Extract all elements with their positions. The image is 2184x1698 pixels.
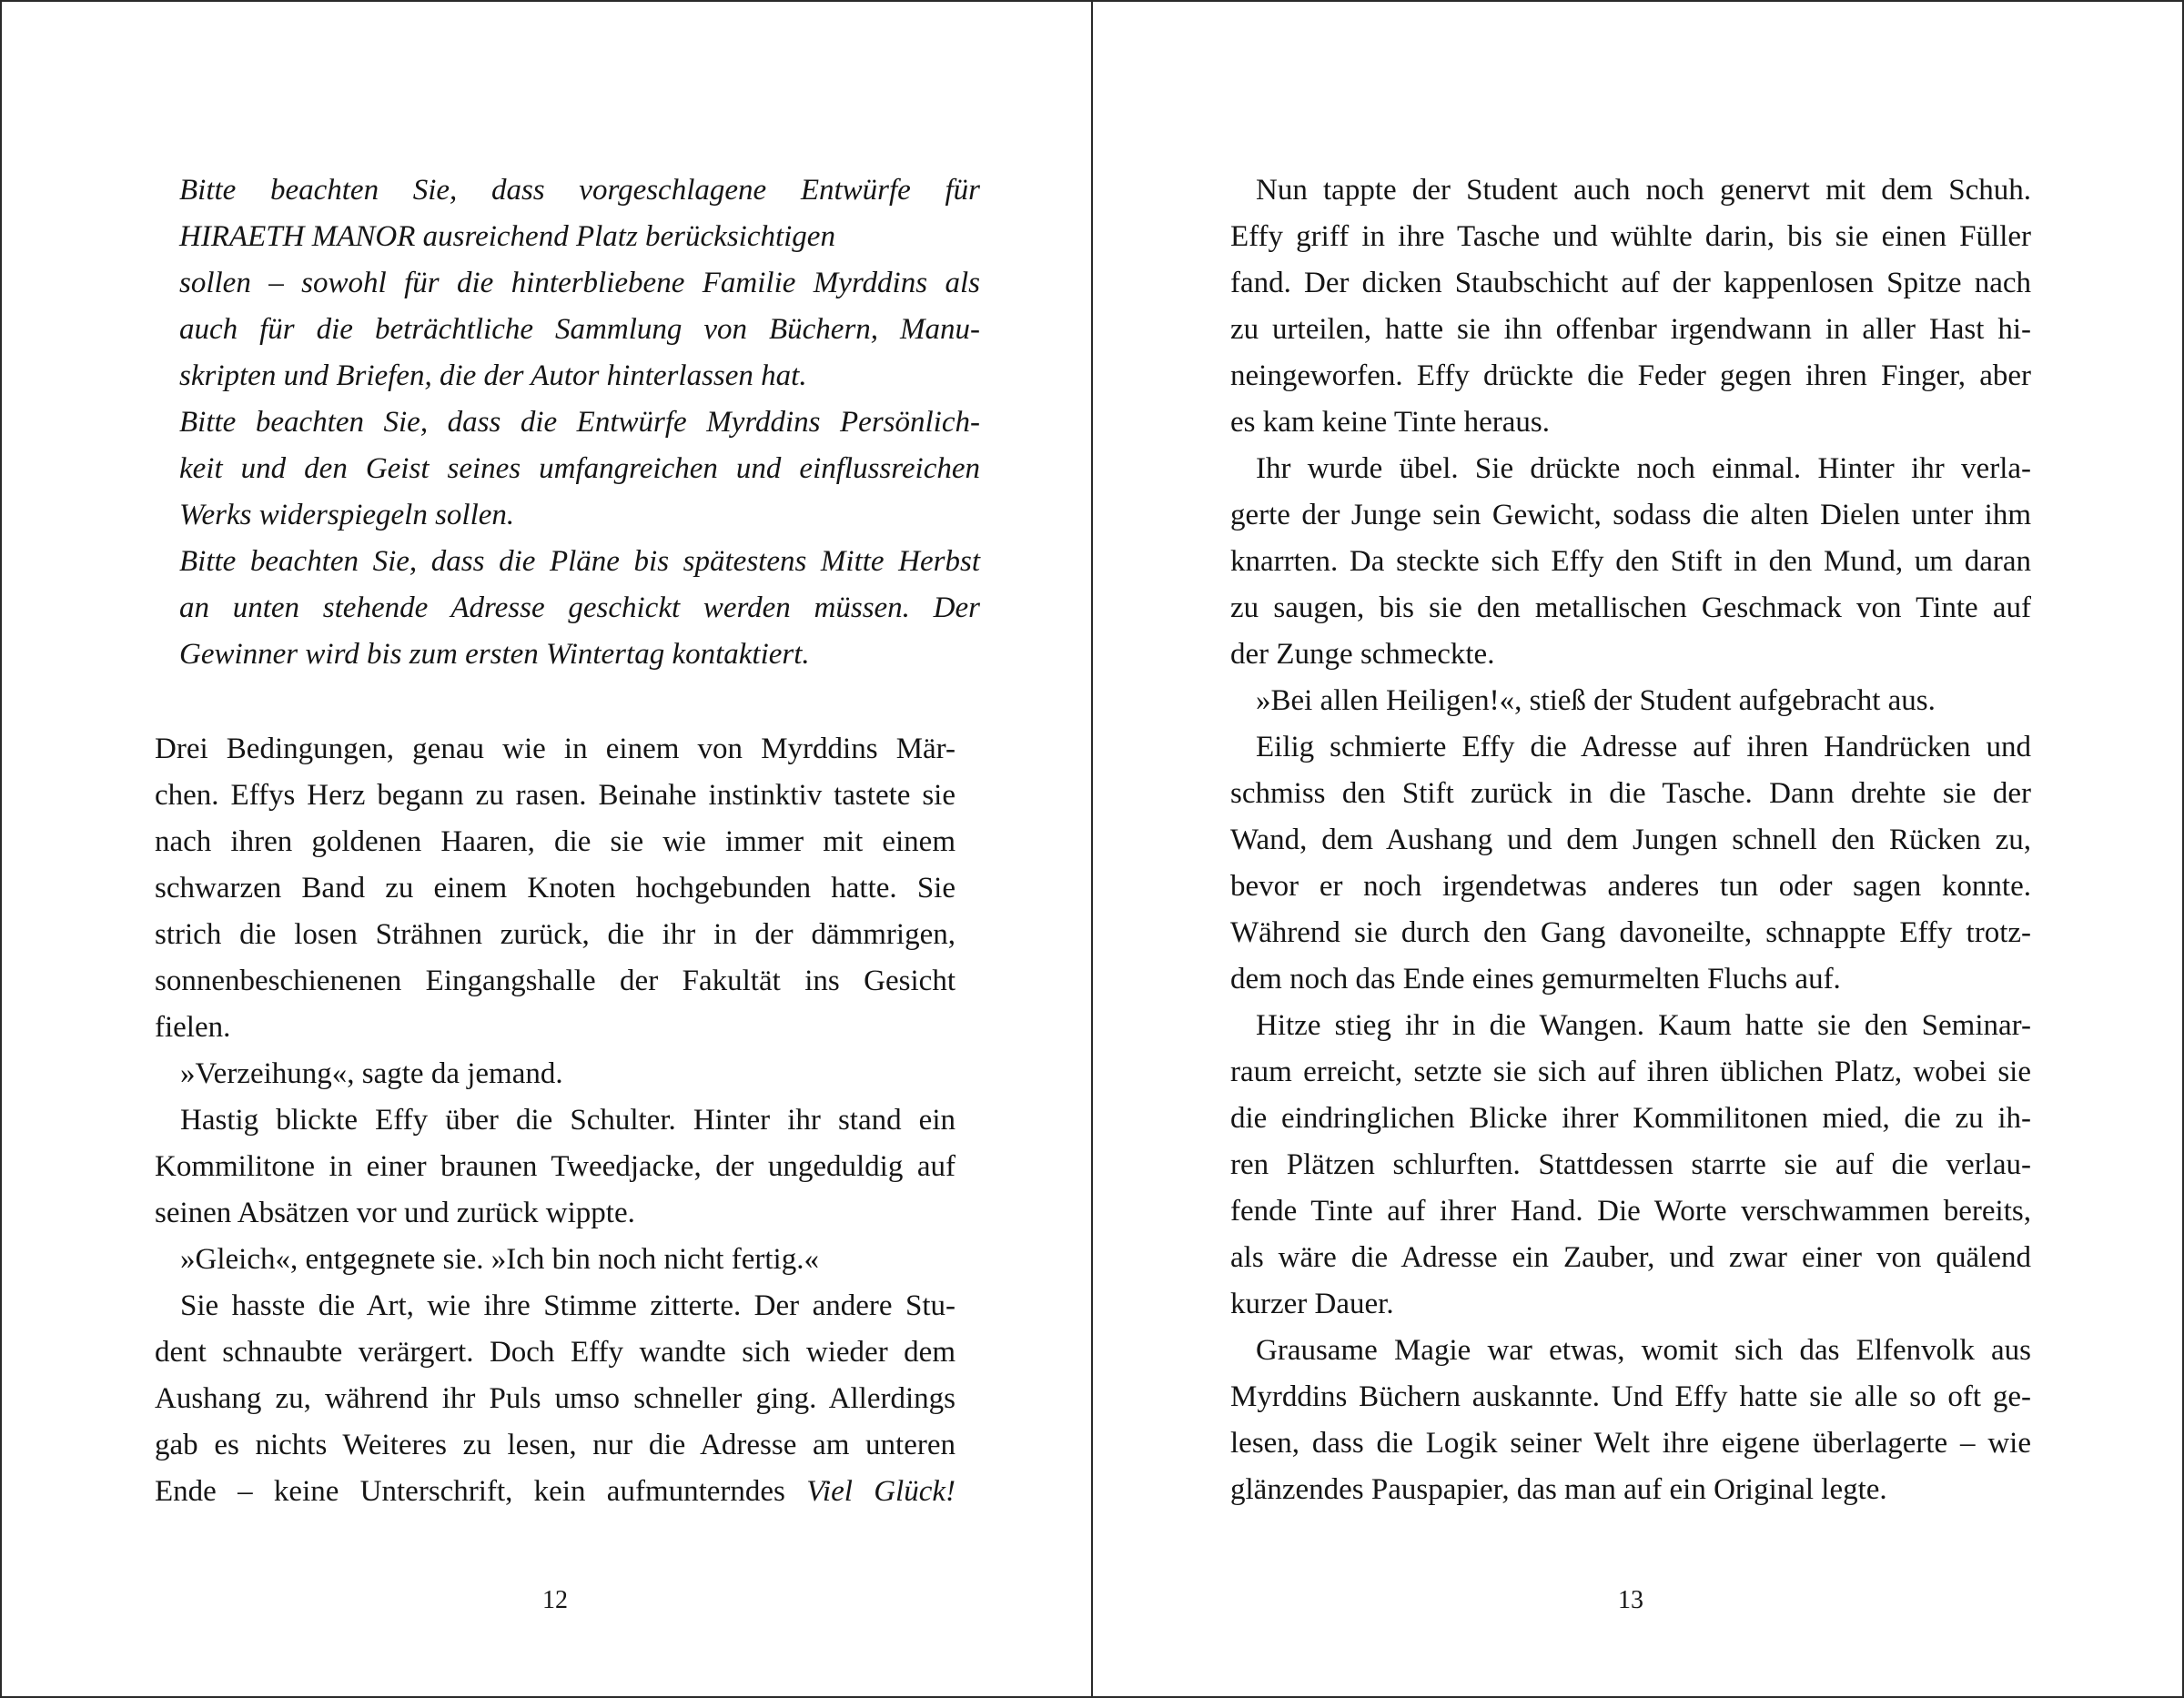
body-line: strich die losen Strähnen zurück, die ihr in der dämmrigen, (155, 918, 956, 951)
body-line: Eilig schmierte Effy die Adresse auf ihren Handrücken und (1256, 731, 2031, 763)
body-line: gerte der Junge sein Gewicht, sodass die alten Dielen unter ihm (1230, 499, 2031, 531)
body-line: »Bei allen Heiligen!«, stieß der Student aufgebracht aus. (1256, 684, 1936, 717)
body-line: Hitze stieg ihr in die Wangen. Kaum hatte sie den Seminar- (1256, 1009, 2031, 1042)
body-line: chen. Effys Herz begann zu rasen. Beinahe instinktiv tastete sie (155, 779, 956, 812)
body-line: fende Tinte auf ihrer Hand. Die Worte verschwammen bereits, (1230, 1195, 2031, 1228)
right-page (1093, 0, 2184, 1698)
body-line: ren Plätzen schlurften. Stattdessen starrte sie auf die verlau- (1230, 1148, 2031, 1181)
italic-notice-block (179, 167, 980, 678)
body-line: es kam keine Tinte heraus. (1230, 406, 1551, 439)
page-number-right: 13 (1618, 1586, 1643, 1614)
italic-line: Bitte beachten Sie, dass vorgeschlagene Entwürfe für (179, 174, 980, 207)
italic-line: Werks widerspiegeln sollen. (179, 499, 515, 531)
body-line: nach ihren goldenen Haaren, die sie wie immer mit einem (155, 825, 956, 858)
body-line: Sie hasste die Art, wie ihre Stimme zitterte. Der andere Stu- (180, 1289, 956, 1322)
body-line: Aushang zu, während ihr Puls umso schneller ging. Allerdings (155, 1382, 956, 1415)
body-line: Kommilitone in einer braunen Tweedjacke, der ungeduldig auf (155, 1150, 956, 1183)
body-line: kurzer Dauer. (1230, 1288, 1394, 1320)
body-line: Nun tappte der Student auch noch genervt mit dem Schuh. (1256, 174, 2031, 207)
body-line: seinen Absätzen vor und zurück wippte. (155, 1197, 635, 1229)
italic-line: skripten und Briefen, die der Autor hinterlassen hat. (179, 359, 807, 392)
italic-line: an unten stehende Adresse geschickt werden müssen. Der (179, 591, 980, 624)
italic-line: HIRAETH MANOR ausreichend Platz berücksichtigen (179, 220, 835, 253)
body-line: der Zunge schmeckte. (1230, 638, 1495, 671)
left-body-text (155, 726, 956, 1515)
right-body-text (1230, 167, 2031, 1513)
body-line: dent schnaubte verärgert. Doch Effy wandte sich wieder dem (155, 1336, 956, 1369)
body-line: raum erreicht, setzte sie sich auf ihren üblichen Platz, wobei sie (1230, 1056, 2031, 1088)
body-line: als wäre die Adresse ein Zauber, und zwar einer von quälend (1230, 1241, 2031, 1274)
body-line: die eindringlichen Blicke ihrer Kommilitonen mied, die zu ih- (1230, 1102, 2031, 1135)
body-line: »Gleich«, entgegnete sie. »Ich bin noch nicht fertig.« (180, 1243, 819, 1276)
body-line: Effy griff in ihre Tasche und wühlte darin, bis sie einen Füller (1230, 220, 2031, 253)
italic-line: Bitte beachten Sie, dass die Entwürfe Myrddins Persönlich- (179, 406, 980, 439)
viel-glueck-italic: Viel Glück! (806, 1475, 956, 1508)
body-line: Drei Bedingungen, genau wie in einem von Myrddins Mär- (155, 733, 956, 765)
italic-line: keit und den Geist seines umfangreichen und einflussreichen (179, 452, 980, 485)
body-line: schwarzen Band zu einem Knoten hochgebunden hatte. Sie (155, 872, 956, 905)
body-line: zu urteilen, hatte sie ihn offenbar irgendwann in aller Hast hi- (1230, 313, 2031, 346)
body-line-last-plain: Ende – keine Unterschrift, kein aufmunterndes (155, 1475, 807, 1508)
body-line: neingeworfen. Effy drückte die Feder gegen ihren Finger, aber (1230, 359, 2031, 392)
italic-line: Bitte beachten Sie, dass die Pläne bis spätestens Mitte Herbst (179, 545, 980, 578)
body-line: zu saugen, bis sie den metallischen Geschmack von Tinte auf (1230, 591, 2031, 624)
body-line: Wand, dem Aushang und dem Jungen schnell den Rücken zu, (1230, 824, 2031, 856)
body-line: Ihr wurde übel. Sie drückte noch einmal. Hinter ihr verla- (1256, 452, 2031, 485)
body-line: fielen. (155, 1011, 231, 1044)
page-number-left: 12 (542, 1586, 568, 1614)
body-line: dem noch das Ende eines gemurmelten Fluchs auf. (1230, 963, 1841, 996)
body-line: fand. Der dicken Staubschicht auf der kappenlosen Spitze nach (1230, 267, 2031, 299)
body-line: gab es nichts Weiteres zu lesen, nur die Adresse am unteren (155, 1429, 956, 1461)
body-line: glänzendes Pauspapier, das man auf ein Original legte. (1230, 1473, 1887, 1506)
body-line: sonnenbeschienenen Eingangshalle der Fakultät ins Gesicht (155, 965, 956, 997)
body-line: knarrten. Da steckte sich Effy den Stift in den Mund, um daran (1230, 545, 2031, 578)
body-line: Hastig blickte Effy über die Schulter. Hinter ihr stand ein (180, 1104, 956, 1137)
body-line: »Verzeihung«, sagte da jemand. (180, 1057, 563, 1090)
body-line: bevor er noch irgendetwas anderes tun oder sagen konnte. (1230, 870, 2031, 903)
left-page (0, 0, 1091, 1698)
body-line: Myrddins Büchern auskannte. Und Effy hatte sie alle so oft ge- (1230, 1380, 2031, 1413)
italic-line: sollen – sowohl für die hinterbliebene Familie Myrddins als (179, 267, 980, 299)
body-line: schmiss den Stift zurück in die Tasche. Dann drehte sie der (1230, 777, 2031, 810)
body-line: lesen, dass die Logik seiner Welt ihre eigene überlagerte – wie (1230, 1427, 2031, 1460)
body-line: Grausame Magie war etwas, womit sich das Elfenvolk aus (1256, 1334, 2031, 1367)
body-line-last (155, 1469, 956, 1515)
italic-line: auch für die beträchtliche Sammlung von Büchern, Manu- (179, 313, 980, 346)
body-line: Während sie durch den Gang davoneilte, schnappte Effy trotz- (1230, 916, 2031, 949)
italic-line: Gewinner wird bis zum ersten Wintertag kontaktiert. (179, 638, 810, 671)
